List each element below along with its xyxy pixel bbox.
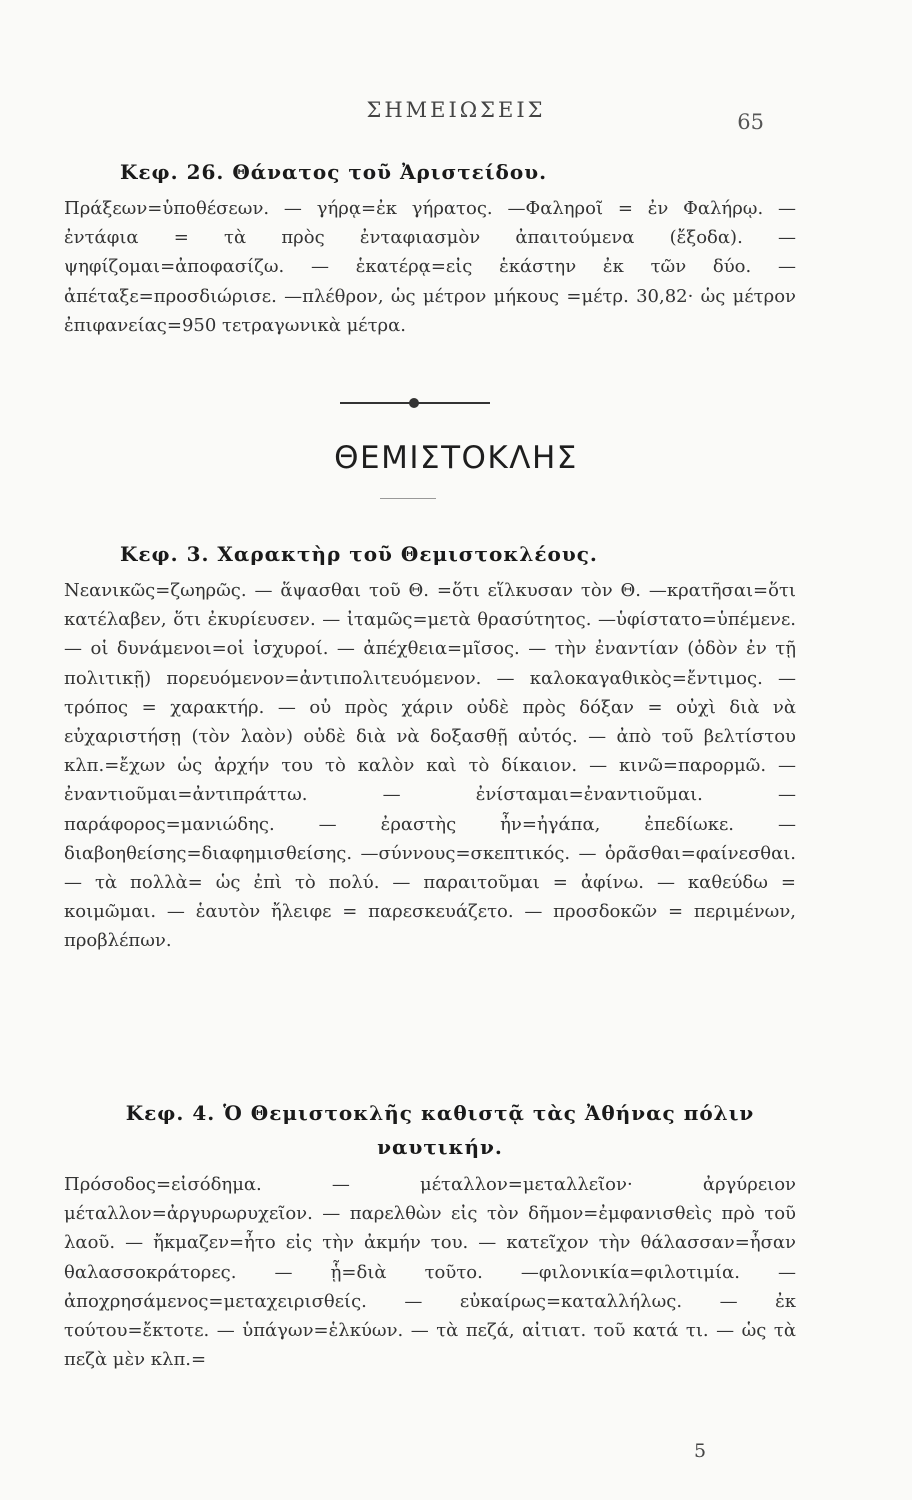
ornament-dot xyxy=(409,398,419,408)
section-text-ch4 xyxy=(64,1170,796,1374)
page-number: 65 xyxy=(737,110,764,134)
section-heading-ch3: Κεφ. 3. Χαρακτὴρ τοῦ Θεμιστοκλέους. xyxy=(120,542,598,566)
section-text-ch3 xyxy=(64,576,796,956)
chapter-title: ΘΕΜΙΣΤΟΚΛΗΣ xyxy=(334,440,578,476)
section-text-ch26 xyxy=(64,194,796,340)
section-heading-ch4: Κεφ. 4. Ὁ Θεμιστοκλῆς καθιστᾷ τὰς Ἀθήνας πόλιν ναυτικήν. xyxy=(125,1101,755,1159)
section-paragraph: Νεανικῶς=ζωηρῶς. — ἅψασθαι τοῦ Θ. =ὅτι εἵλκυσαν τὸν Θ. —κρατῆσαι=ὅτι κατέλαβεν, ὅτι ἐκυρίευσεν. — ἰταμῶς=μετὰ θρασύτητος. —ὑφίστατο=ὑπέμενε. — οἱ δυνάμενοι=οἱ ἰσχυροί. — ἀπέχθεια=μῖσος. — τὴν ἐναντίαν (ὁδὸν ἐν τῇ πολιτικῇ) πορευόμενον=ἀντιπολιτευόμενον. — καλοκαγαθικὸς=ἔντιμος. — τρόπος = χαρακτήρ. — οὐ πρὸς χάριν οὐδὲ πρὸς δόξαν = οὐχὶ διὰ νὰ εὐχαριστήσῃ (τὸν λαὸν) οὐδὲ διὰ νὰ δοξασθῇ αὐτός. — ἀπὸ τοῦ βελτίστου κλπ.=ἔχων ὡς ἀρχήν του τὸ καλὸν καὶ τὸ δίκαιον. — κινῶ=παρορμῶ. — ἐναντιοῦμαι=ἀντιπράττω. — ἐνίσταμαι=ἐναντιοῦμαι. —παράφορος=μανιώδης. — ἐραστὴς ἦν=ἠγάπα, ἐπεδίωκε. —διαβοηθείσης=διαφημισθείσης. —σύννους=σκεπτικός. — ὁρᾶσθαι=φαίνεσθαι. — τὰ πολλὰ= ὡς ἐπὶ τὸ πολύ. — παραιτοῦμαι = ἀφίνω. — καθεύδω = κοιμῶμαι. — ἑαυτὸν ἤλειφε = παρεσκευάζετο. — προσδοκῶν = περιμένων, προβλέπων. xyxy=(64,580,796,952)
section-paragraph: Πράξεων=ὑποθέσεων. — γήρᾳ=ἐκ γήρατος. —Φαληροῖ = ἐν Φαλήρῳ. — ἐντάφια = τὰ πρὸς ἐνταφιασμὸν ἀπαιτούμενα (ἔξοδα). —ψηφίζομαι=ἀποφασίζω. — ἑκατέρᾳ=εἰς ἑκάστην ἐκ τῶν δύο. —ἀπέταξε=προσδιώρισε. —πλέθρον, ὡς μέτρον μήκους =μέτρ. 30,82· ὡς μέτρον ἐπιφανείας=950 τετραγωνικὰ μέτρα. xyxy=(64,198,796,336)
running-title: ΣΗΜΕΙΩΣΕΙΣ xyxy=(366,98,546,122)
section-heading-ch26: Κεφ. 26. Θάνατος τοῦ Ἀριστείδου. xyxy=(120,160,548,184)
signature-mark: 5 xyxy=(694,1440,707,1462)
section-paragraph: Πρόσοδος=εἰσόδημα. — μέταλλον=μεταλλεῖον· ἀργύρειον μέταλλον=ἀργυρωρυχεῖον. — παρελθὼν εἰς τὸν δῆμον=ἐμφανισθεὶς πρὸ τοῦ λαοῦ. — ἤκμαζεν=ἦτο εἰς τὴν ἀκμήν του. — κατεῖχον τὴν θάλασσαν=ἦσαν θαλασσοκράτορες. — ᾗ=διὰ τοῦτο. —φιλονικία=φιλοτιμία. — ἀποχρησάμενος=μεταχειρισθείς. — εὐκαίρως=καταλλήλως. — ἐκ τούτου=ἔκτοτε. — ὑπάγων=ἑλκύων. — τὰ πεζά, αἰτιατ. τοῦ κατά τι. — ὡς τὰ πεζὰ μὲν κλπ.= xyxy=(64,1174,796,1371)
title-rule xyxy=(380,498,436,499)
